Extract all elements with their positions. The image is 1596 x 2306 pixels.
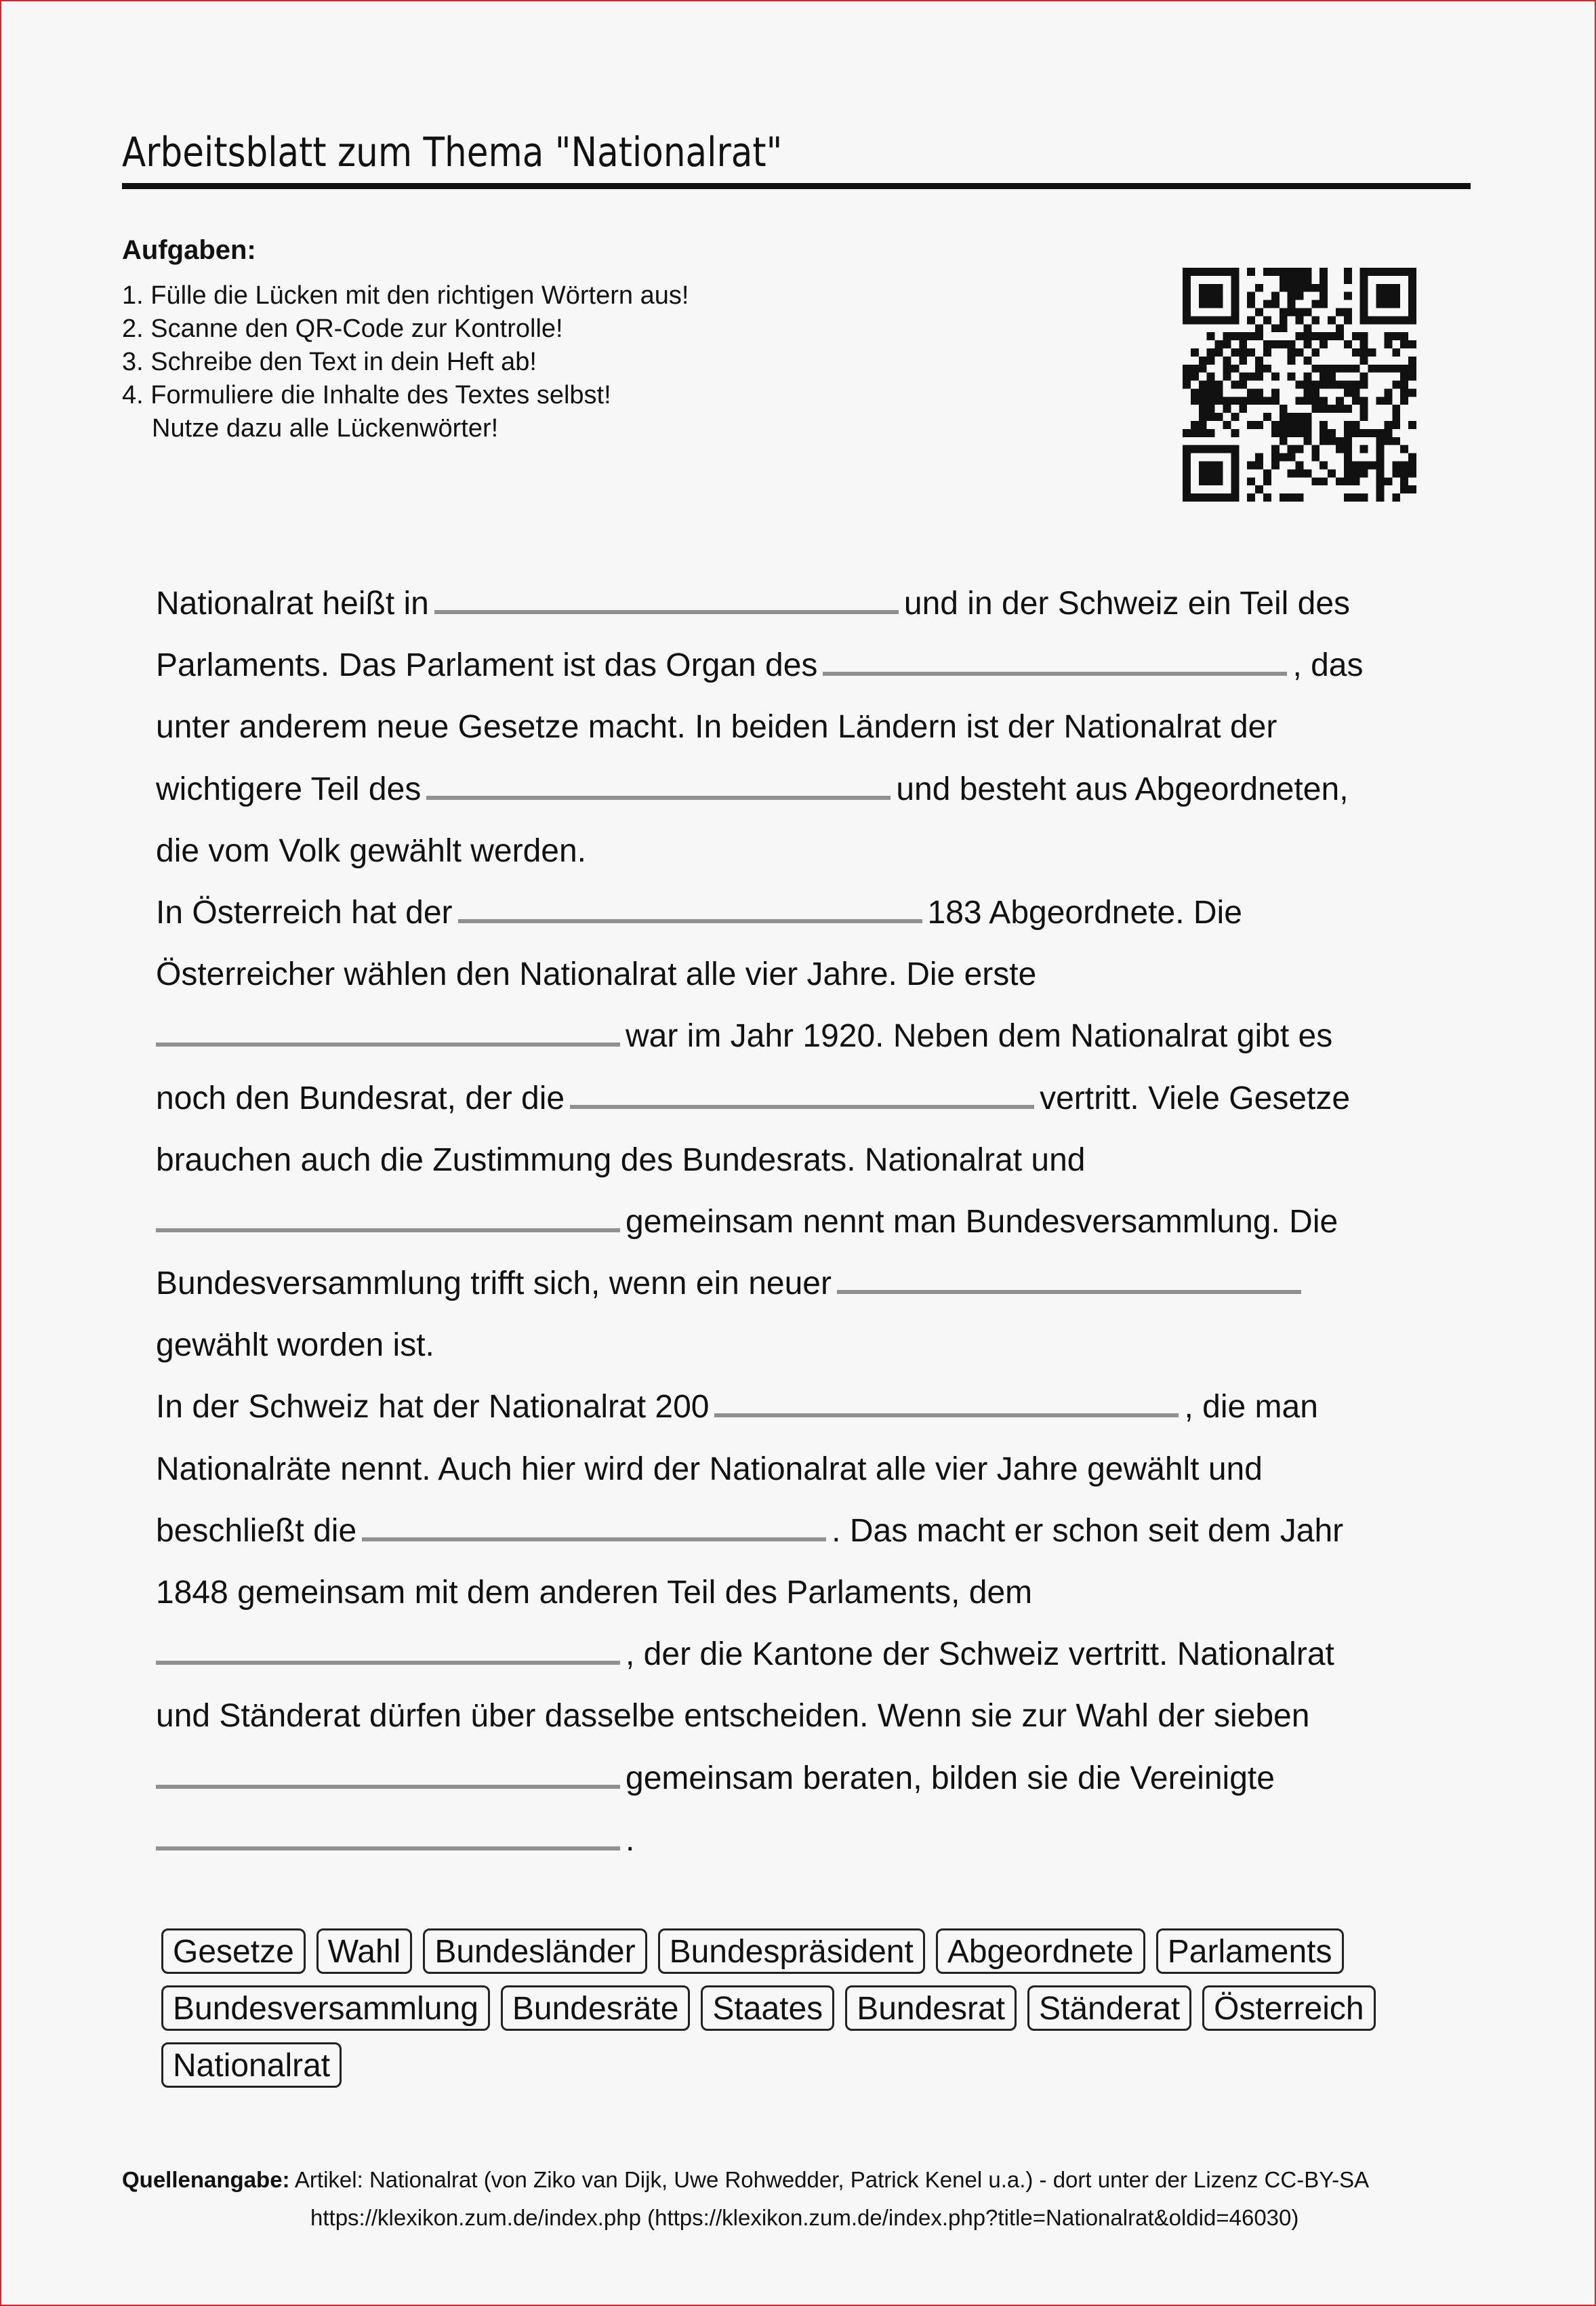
text-fragment: Bundesversammlung trifft sich, wenn ein neuer [156, 1266, 832, 1302]
word-chip[interactable]: Bundespräsident [658, 1928, 925, 1974]
text-fragment: wichtigere Teil des [156, 771, 422, 807]
text-line [156, 1191, 1444, 1253]
blank-gap[interactable] [156, 1631, 620, 1665]
text-line [156, 944, 1444, 1005]
text-fragment: gewählt worden ist. [156, 1327, 434, 1364]
text-line [156, 1562, 1444, 1623]
text-fragment: beschließt die [156, 1512, 357, 1549]
word-bank [161, 1928, 1449, 2088]
text-fragment: Nationalräte nennt. Auch hier wird der Nationalrat alle vier Jahre gewählt und [156, 1451, 1263, 1487]
text-line [156, 1129, 1444, 1191]
blank-gap[interactable] [458, 889, 922, 923]
word-chip[interactable]: Wahl [316, 1928, 413, 1974]
blank-gap[interactable] [837, 1260, 1301, 1294]
text-fragment: Parlaments. Das Parlament ist das Organ des [156, 647, 818, 684]
blank-gap[interactable] [362, 1508, 826, 1541]
task-list [122, 234, 689, 445]
text-line [156, 1500, 1444, 1562]
source-line-2: https://klexikon.zum.de/index.php (https://klexikon.zum.de/index.php?title=Nationalrat&oldid=46030) [310, 2205, 1299, 2230]
text-line [156, 820, 1444, 882]
source-label: Quellenangabe: [122, 2167, 290, 2192]
text-line [156, 1747, 1444, 1809]
word-chip[interactable]: Staates [701, 1985, 834, 2031]
text-fragment: vertritt. Viele Gesetze [1040, 1080, 1351, 1116]
text-fragment: gemeinsam beraten, bilden sie die Vereinigte [626, 1760, 1275, 1796]
text-fragment: In der Schweiz hat der Nationalrat 200 [156, 1389, 710, 1425]
text-fragment: unter anderem neue Gesetze macht. In beiden Ländern ist der Nationalrat der [156, 709, 1277, 746]
source-attribution [122, 2161, 1369, 2237]
text-line [156, 696, 1444, 758]
task-item-3: 3. Schreibe den Text in dein Heft ab! [122, 348, 537, 376]
task-heading: Aufgaben: [122, 235, 256, 265]
word-chip[interactable]: Bundesversammlung [161, 1985, 490, 2031]
blank-gap[interactable] [823, 642, 1287, 676]
title-underline [122, 183, 1471, 189]
text-fragment: noch den Bundesrat, der die [156, 1080, 565, 1116]
text-fragment: . Das macht er schon seit dem Jahr [832, 1512, 1344, 1549]
word-chip[interactable]: Bundesländer [423, 1928, 647, 1974]
text-fragment: gemeinsam nennt man Bundesversammlung. Die [626, 1203, 1338, 1240]
task-item-1: 1. Fülle die Lücken mit den richtigen Wörtern aus! [122, 281, 689, 310]
text-fragment: die vom Volk gewählt werden. [156, 832, 587, 869]
task-item-4: 4. Formuliere die Inhalte des Textes selbst! [122, 381, 611, 409]
text-line [156, 1068, 1444, 1129]
text-line [156, 1314, 1444, 1376]
text-line [156, 1005, 1444, 1067]
page-title: Arbeitsblatt zum Thema "Nationalrat" [122, 129, 783, 176]
text-fragment: 183 Abgeordnete. Die [927, 894, 1242, 931]
text-fragment: Österreicher wählen den Nationalrat alle vier Jahre. Die erste [156, 956, 1037, 993]
blank-gap[interactable] [426, 766, 891, 800]
blank-gap[interactable] [156, 1817, 620, 1850]
blank-gap[interactable] [156, 1755, 620, 1789]
text-line [156, 758, 1444, 820]
word-chip[interactable]: Abgeordnete [936, 1928, 1145, 1974]
word-chip[interactable]: Österreich [1202, 1985, 1375, 2031]
word-chip[interactable]: Gesetze [161, 1928, 306, 1974]
text-fragment: und Ständerat dürfen über dasselbe entscheiden. Wenn sie zur Wahl der sieben [156, 1698, 1310, 1735]
blank-gap[interactable] [156, 1013, 620, 1047]
text-line [156, 1438, 1444, 1500]
blank-gap[interactable] [434, 580, 899, 614]
word-chip[interactable]: Nationalrat [161, 2042, 342, 2088]
text-fragment: . [626, 1821, 635, 1858]
text-fragment: und besteht aus Abgeordneten, [896, 771, 1349, 807]
text-fragment: 1848 gemeinsam mit dem anderen Teil des Parlaments, dem [156, 1575, 1033, 1611]
task-item-4-continuation: Nutze dazu alle Lückenwörter! [152, 414, 499, 443]
blank-gap[interactable] [714, 1383, 1179, 1417]
word-chip[interactable]: Bundesräte [501, 1985, 691, 2031]
word-chip[interactable]: Ständerat [1027, 1985, 1191, 2031]
text-line [156, 1685, 1444, 1747]
text-fragment: , der die Kantone der Schweiz vertritt. Nationalrat [626, 1636, 1334, 1673]
task-item-2: 2. Scanne den QR-Code zur Kontrolle! [122, 315, 563, 343]
text-line [156, 882, 1444, 944]
text-line [156, 634, 1444, 696]
word-chip[interactable]: Parlaments [1156, 1928, 1344, 1974]
text-fragment: Nationalrat heißt in [156, 586, 429, 622]
text-fragment: war im Jahr 1920. Neben dem Nationalrat gibt es [626, 1018, 1333, 1055]
text-line [156, 573, 1444, 634]
text-line [156, 1809, 1444, 1871]
blank-gap[interactable] [156, 1198, 620, 1232]
text-fragment: , die man [1184, 1389, 1318, 1425]
word-chip[interactable]: Bundesrat [845, 1985, 1017, 2031]
text-fragment: , das [1292, 647, 1364, 684]
source-line-1: Artikel: Nationalrat (von Ziko van Dijk, Uwe Rohwedder, Patrick Kenel u.a.) - dort unter der Lizenz CC-BY-SA [294, 2167, 1370, 2192]
text-fragment: brauchen auch die Zustimmung des Bundesrats. Nationalrat und [156, 1141, 1086, 1178]
blank-gap[interactable] [570, 1075, 1034, 1109]
qr-code-icon[interactable] [1183, 264, 1416, 505]
text-fragment: und in der Schweiz ein Teil des [903, 586, 1351, 622]
text-line [156, 1623, 1444, 1685]
text-line [156, 1376, 1444, 1438]
cloze-text [156, 573, 1444, 1871]
text-fragment: In Österreich hat der [156, 894, 453, 931]
text-line [156, 1253, 1444, 1314]
